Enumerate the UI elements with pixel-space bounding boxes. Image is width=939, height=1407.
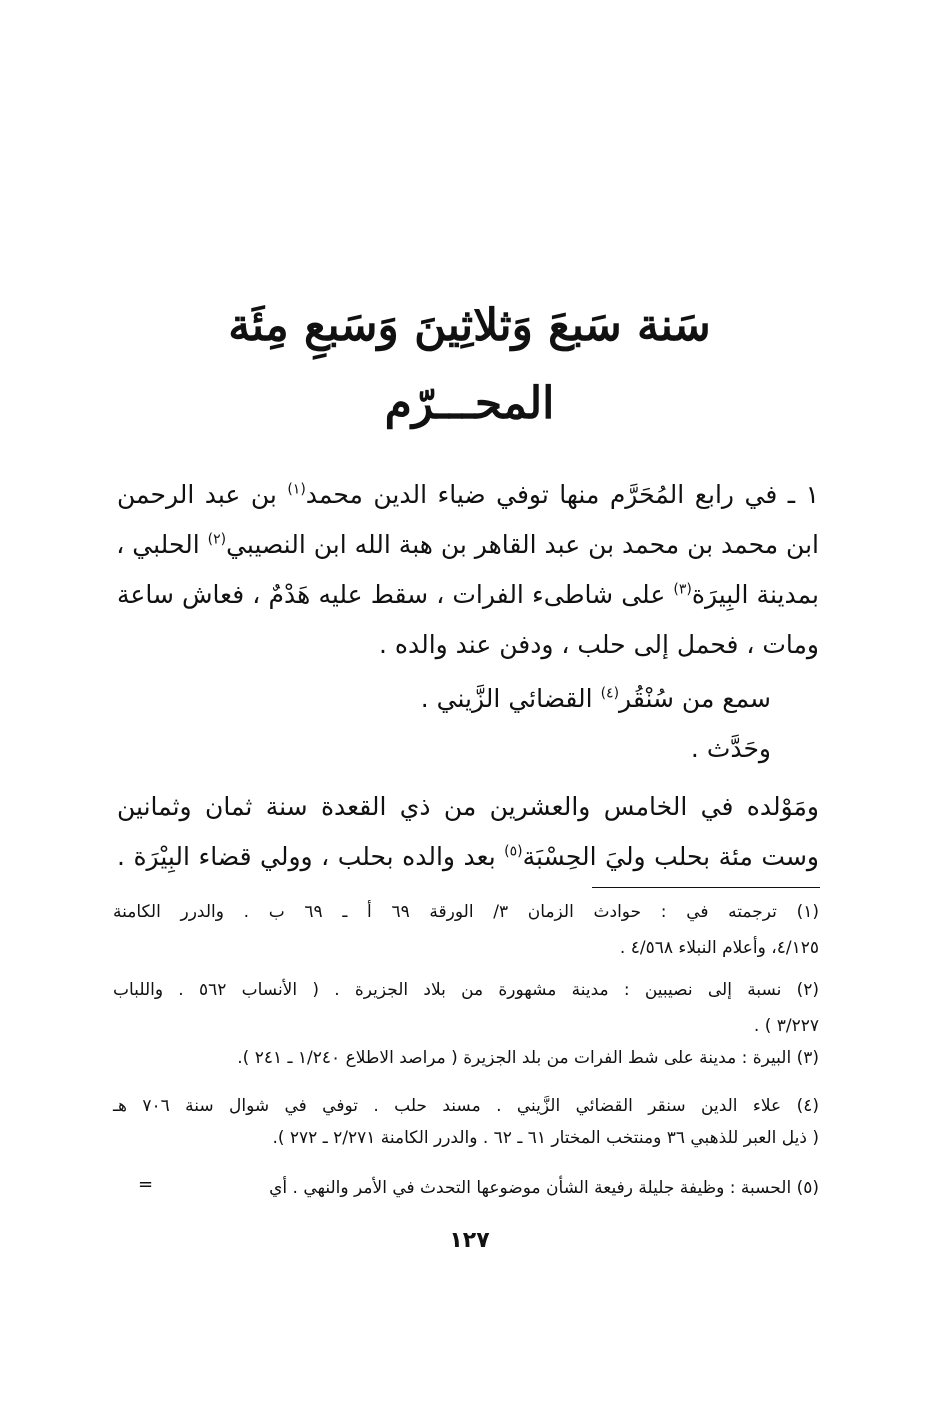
footnote-ref-2[interactable]: (٢) [207, 531, 227, 548]
birth-line-2 [117, 840, 819, 874]
footnote-2-cont: ٣/٢٢٧ ) . [753, 1016, 819, 1036]
entry-text: سمع من سُنْقُر [619, 684, 771, 713]
footnote-number: (٥) [796, 1178, 819, 1198]
footnote-text: علاء الدين سنقر القضائي الزَّيني . مسند حلب . توفي في شوال سنة ٧٠٦ هـ [113, 1096, 782, 1116]
footnote-1-cont: ٤/١٢٥، وأعلام النبلاء ٤/٥٦٨ . [619, 938, 819, 958]
page-number: ١٢٧ [449, 1228, 490, 1253]
footnote-text: ترجمته في : حوادث الزمان ٣/ الورقة ٦٩ أ ـ ٦٩ ب . والدرر الكامنة [113, 902, 777, 922]
entry-text: وست مئة بحلب وليَ الحِسْبَة [522, 842, 819, 871]
footnote-ref-5[interactable]: (٥) [504, 843, 523, 860]
footnote-ref-3[interactable]: (٣) [673, 581, 692, 598]
entry-line-2 [117, 528, 819, 562]
entry-number: ١ ـ [787, 480, 820, 509]
narrated-line: وحَدَّث . [690, 734, 771, 763]
footnote-number: (١) [796, 902, 819, 922]
footnote-4 [113, 1092, 819, 1120]
footnote-number: (٣) [796, 1048, 819, 1068]
footnote-2 [113, 976, 819, 1004]
footnote-4-cont: ( ذيل العبر للذهبي ٣٦ ومنتخب المختار ٦١ ـ ٦٢ . والدرر الكامنة ٢/٢٧١ ـ ٢٧٢ ). [272, 1128, 819, 1148]
footnote-text: نسبة إلى نصيبين : مدينة مشهورة من بلاد الجزيرة . ( الأنساب ٥٦٢ . واللباب [113, 980, 782, 1000]
footnote-number: (٢) [796, 980, 820, 1000]
entry-text: ومات ، فحمل إلى حلب ، ودفن عند والده . [378, 630, 819, 659]
entry-text: في رابع المُحَرَّم منها توفي ضياء الدين محمد [305, 480, 778, 509]
entry-text: بعد والده بحلب ، وولي قضاء البِيْرَة . [117, 842, 496, 871]
entry-line-3 [117, 578, 819, 612]
footnote-text: البيرة : مدينة على شط الفرات من بلد الجزيرة ( مراصد الاطلاع ١/٢٤٠ ـ ٢٤١ ). [237, 1048, 792, 1068]
entry-text: بمدينة البِيرَة [691, 580, 819, 609]
entry-line-4 [117, 628, 819, 662]
footnote-separator [592, 887, 820, 888]
entry-text: على شاطىء الفرات ، سقط عليه هَدْمٌ ، فعاش ساعة [117, 580, 666, 609]
entry-text: ابن محمد بن محمد بن عبد القاهر بن هبة الله ابن النصيبي [226, 530, 819, 559]
footnote-3 [113, 1044, 819, 1072]
footnote-ref-1[interactable]: (١) [287, 481, 306, 498]
entry-line-1 [117, 478, 819, 512]
footnote-ref-4[interactable]: (٤) [600, 685, 620, 702]
footnote-text: الحسبة : وظيفة جليلة رفيعة الشأن موضوعها التحدث في الأمر والنهي . أي [269, 1178, 792, 1198]
heard-from-line [421, 682, 771, 716]
footnote-5 [139, 1174, 819, 1202]
continuation-mark: = [138, 1174, 154, 1195]
entry-text: القضائي الزَّيني . [420, 684, 593, 713]
entry-text: بن عبد الرحمن [117, 480, 277, 509]
footnote-1 [113, 898, 819, 926]
entry-text: الحلبي ، [116, 530, 200, 559]
month-heading: المحـــرّم [384, 378, 555, 429]
footnote-number: (٤) [796, 1096, 819, 1116]
birth-line-1 [117, 790, 819, 824]
year-heading: سَنة سَبعَ وَثلاثِينَ وَسَبعِ مِئَة [228, 300, 711, 351]
entry-text: ومَوْلده في الخامس والعشرين من ذي القعدة سنة ثمان وثمانين [117, 792, 819, 821]
